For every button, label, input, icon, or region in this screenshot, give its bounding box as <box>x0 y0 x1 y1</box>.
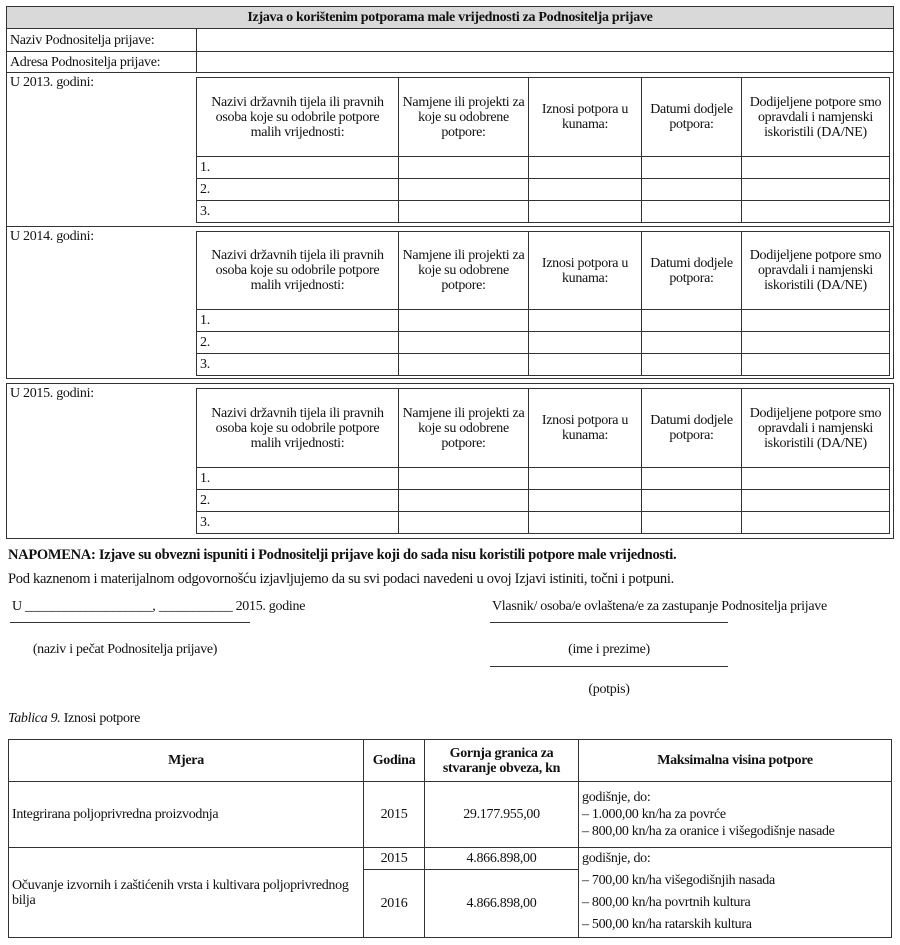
row-number[interactable]: 2. <box>197 490 399 512</box>
header-max: Maksimalna visina potpore <box>579 740 892 782</box>
table-number: Tablica 9. <box>8 711 61 726</box>
input-cell[interactable] <box>642 332 742 354</box>
place-date-field[interactable]: U ___________________, ___________ 2015. godine <box>12 599 306 614</box>
name-field[interactable] <box>197 29 894 52</box>
input-cell[interactable] <box>529 157 642 179</box>
input-cell[interactable] <box>742 157 890 179</box>
max-line: – 1.000,00 kn/ha za povrće <box>582 807 726 822</box>
table-row <box>197 332 890 354</box>
measure-cell: Očuvanje izvornih i zaštićenih vrsta i kultivara poljoprivrednog bilja <box>9 848 364 938</box>
max-cell <box>579 848 892 938</box>
table-row <box>197 468 890 490</box>
row-number[interactable]: 3. <box>197 354 399 376</box>
table-row <box>197 310 890 332</box>
year-label: U 2013. godini: <box>10 75 94 90</box>
header-limit: Gornja granica za stvaranje obveza, kn <box>425 740 579 782</box>
header-year: Godina <box>364 740 425 782</box>
input-cell[interactable] <box>529 468 642 490</box>
input-cell[interactable] <box>642 468 742 490</box>
row-number[interactable]: 2. <box>197 179 399 201</box>
input-cell[interactable] <box>742 201 890 223</box>
column-header: Iznosi potpora u kunama: <box>529 78 642 157</box>
input-cell[interactable] <box>399 468 529 490</box>
year-cell: 2015 <box>364 848 425 870</box>
row-number[interactable]: 3. <box>197 201 399 223</box>
note <box>8 547 676 564</box>
table-row <box>197 354 890 376</box>
note-label: NAPOMENA <box>8 547 91 563</box>
signature-label: (potpis) <box>588 682 630 697</box>
max-line: godišnje, do: <box>582 851 651 866</box>
max-line: – 700,00 kn/ha višegodišnjih nasada <box>582 873 775 888</box>
input-cell[interactable] <box>742 468 890 490</box>
input-cell[interactable] <box>742 310 890 332</box>
column-header: Nazivi državnih tijela ili pravnih osoba koje su odobrile potpore malih vrijednosti: <box>197 389 399 468</box>
name-label: Naziv Podnositelja prijave: <box>7 29 197 52</box>
input-cell[interactable] <box>642 490 742 512</box>
note-text: : Izjave su obvezni ispuniti i Podnositelji prijave koji do sada nisu koristili potpore male vrijednosti. <box>90 547 677 563</box>
year-support-table <box>196 77 890 223</box>
input-cell[interactable] <box>529 201 642 223</box>
input-cell[interactable] <box>529 332 642 354</box>
row-number[interactable]: 1. <box>197 157 399 179</box>
stamp-line[interactable] <box>10 622 250 623</box>
max-cell <box>579 782 892 848</box>
table-row <box>197 179 890 201</box>
input-cell[interactable] <box>399 179 529 201</box>
address-field[interactable] <box>197 52 894 73</box>
input-cell[interactable] <box>642 201 742 223</box>
declaration-text: Pod kaznenom i materijalnom odgovornošću izjavljujemo da su svi podaci navedeni u ovoj Izjavi istiniti, točni i potpuni. <box>8 571 674 587</box>
year-support-table <box>196 231 890 376</box>
name-signature-line[interactable] <box>490 622 728 623</box>
header-measure: Mjera <box>9 740 364 782</box>
row-number[interactable]: 2. <box>197 332 399 354</box>
name-signature-label: (ime i prezime) <box>568 642 650 657</box>
limit-cell: 4.866.898,00 <box>425 870 579 938</box>
column-header: Dodijeljene potpore smo opravdali i namjenski iskoristili (DA/NE) <box>742 78 890 157</box>
table-title: Iznosi potpore <box>60 711 140 726</box>
year-cell: 2015 <box>364 782 425 848</box>
table9 <box>8 739 892 938</box>
year-support-table <box>196 388 890 534</box>
input-cell[interactable] <box>642 157 742 179</box>
input-cell[interactable] <box>399 332 529 354</box>
limit-cell: 4.866.898,00 <box>425 848 579 870</box>
column-header: Dodijeljene potpore smo opravdali i namjenski iskoristili (DA/NE) <box>742 232 890 310</box>
form-title: Izjava o korištenim potporama male vrijednosti za Podnositelja prijave <box>7 7 894 29</box>
input-cell[interactable] <box>529 179 642 201</box>
input-cell[interactable] <box>529 354 642 376</box>
table-row <box>9 848 892 870</box>
input-cell[interactable] <box>742 179 890 201</box>
signature-line[interactable] <box>490 666 728 667</box>
input-cell[interactable] <box>399 490 529 512</box>
column-header: Iznosi potpora u kunama: <box>529 232 642 310</box>
row-number[interactable]: 3. <box>197 512 399 534</box>
column-header: Iznosi potpora u kunama: <box>529 389 642 468</box>
table9-caption <box>8 711 140 727</box>
input-cell[interactable] <box>642 310 742 332</box>
column-header: Namjene ili projekti za koje su odobrene potpore: <box>399 389 529 468</box>
column-header: Nazivi državnih tijela ili pravnih osoba koje su odobrile potpore malih vrijednosti: <box>197 232 399 310</box>
table-row <box>9 782 892 848</box>
input-cell[interactable] <box>642 354 742 376</box>
max-line: – 500,00 kn/ha ratarskih kultura <box>582 917 752 932</box>
max-line: godišnje, do: <box>582 790 651 805</box>
max-line: – 800,00 kn/ha povrtnih kultura <box>582 895 751 910</box>
year-label: U 2015. godini: <box>10 386 94 401</box>
input-cell[interactable] <box>529 310 642 332</box>
stamp-label: (naziv i pečat Podnositelja prijave) <box>32 642 218 657</box>
input-cell[interactable] <box>399 354 529 376</box>
column-header: Datumi dodjele potpora: <box>642 389 742 468</box>
input-cell[interactable] <box>399 201 529 223</box>
input-cell[interactable] <box>399 310 529 332</box>
year-label: U 2014. godini: <box>10 229 94 244</box>
max-line: – 800,00 kn/ha za oranice i višegodišnje nasade <box>582 824 835 839</box>
input-cell[interactable] <box>742 354 890 376</box>
input-cell[interactable] <box>742 512 890 534</box>
table-row <box>197 201 890 223</box>
column-header: Nazivi državnih tijela ili pravnih osoba koje su odobrile potpore malih vrijednosti: <box>197 78 399 157</box>
input-cell[interactable] <box>399 512 529 534</box>
input-cell[interactable] <box>742 332 890 354</box>
row-number[interactable]: 1. <box>197 468 399 490</box>
owner-label: Vlasnik/ osoba/e ovlaštena/e za zastupanje Podnositelja prijave <box>492 599 827 614</box>
measure-cell: Integrirana poljoprivredna proizvodnja <box>9 782 364 848</box>
input-cell[interactable] <box>742 490 890 512</box>
limit-cell: 29.177.955,00 <box>425 782 579 848</box>
column-header: Namjene ili projekti za koje su odobrene potpore: <box>399 232 529 310</box>
input-cell[interactable] <box>529 512 642 534</box>
table-row <box>197 512 890 534</box>
table-row <box>197 157 890 179</box>
column-header: Datumi dodjele potpora: <box>642 232 742 310</box>
year-cell: 2016 <box>364 870 425 938</box>
input-cell[interactable] <box>642 512 742 534</box>
input-cell[interactable] <box>529 490 642 512</box>
column-header: Dodijeljene potpore smo opravdali i namjenski iskoristili (DA/NE) <box>742 389 890 468</box>
column-header: Datumi dodjele potpora: <box>642 78 742 157</box>
table-row <box>197 490 890 512</box>
input-cell[interactable] <box>399 157 529 179</box>
column-header: Namjene ili projekti za koje su odobrene potpore: <box>399 78 529 157</box>
input-cell[interactable] <box>642 179 742 201</box>
row-number[interactable]: 1. <box>197 310 399 332</box>
address-label: Adresa Podnositelja prijave: <box>7 52 197 73</box>
